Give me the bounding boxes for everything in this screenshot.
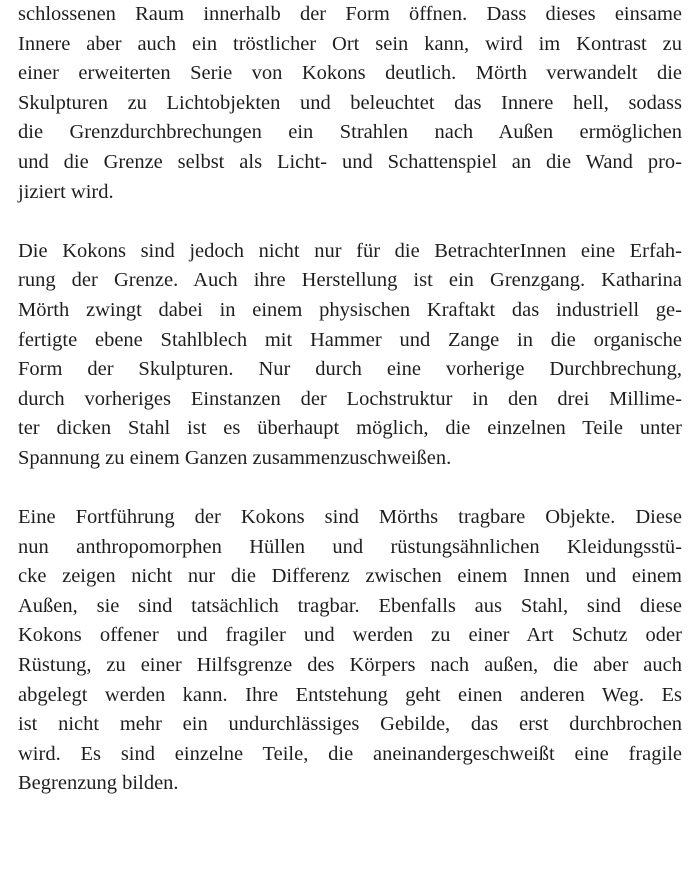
text-line: die Grenzdurchbrechungen ein Strahlen nach Außen ermöglichen xyxy=(18,121,682,144)
text-line: jiziert wird. xyxy=(18,180,114,203)
text-line: Begrenzung bilden. xyxy=(18,772,179,795)
text-line: abgelegt werden kann. Ihre Entstehung geht einen anderen Weg. Es xyxy=(18,683,682,706)
text-line: Spannung zu einem Ganzen zusammenzuschweißen. xyxy=(18,446,452,469)
text-line: cke zeigen nicht nur die Differenz zwischen einem Innen und einem xyxy=(18,565,682,588)
text-line: Innere aber auch ein tröstlicher Ort sein kann, wird im Kontrast zu xyxy=(18,32,682,55)
text-line: und die Grenze selbst als Licht- und Schattenspiel an die Wand pro- xyxy=(18,150,682,173)
text-line: Außen, sie sind tatsächlich tragbar. Ebenfalls aus Stahl, sind diese xyxy=(18,594,682,617)
text-line: Eine Fortführung der Kokons sind Mörths tragbare Objekte. Diese xyxy=(18,506,682,529)
paragraph-3 xyxy=(18,503,682,799)
text-line: fertigte ebene Stahlblech mit Hammer und Zange in die organische xyxy=(18,328,682,351)
text-line: ist nicht mehr ein undurchlässiges Gebilde, das erst durchbrochen xyxy=(18,713,682,736)
text-line: durch vorheriges Einstanzen der Lochstruktur in den drei Millime- xyxy=(18,387,682,410)
text-line: rung der Grenze. Auch ihre Herstellung ist ein Grenzgang. Katharina xyxy=(18,269,682,292)
text-line: nun anthropomorphen Hüllen und rüstungsähnlichen Kleidungsstü- xyxy=(18,535,682,558)
text-line: Kokons offener und fragiler und werden zu einer Art Schutz oder xyxy=(18,624,682,647)
paragraph-2 xyxy=(18,237,682,474)
text-line: wird. Es sind einzelne Teile, die aneinandergeschweißt eine fragile xyxy=(18,742,682,765)
text-line: Skulpturen zu Lichtobjekten und beleuchtet das Innere hell, sodass xyxy=(18,91,682,114)
paragraph-1 xyxy=(18,0,682,207)
text-line: Die Kokons sind jedoch nicht nur für die BetrachterInnen eine Erfah- xyxy=(18,239,682,262)
text-line: Mörth zwingt dabei in einem physischen Kraftakt das industriell ge- xyxy=(18,298,682,321)
text-line: ter dicken Stahl ist es überhaupt möglich, die einzelnen Teile unter xyxy=(18,417,682,440)
text-line: einer erweiterten Serie von Kokons deutlich. Mörth verwandelt die xyxy=(18,62,682,85)
text-line: Rüstung, zu einer Hilfsgrenze des Körpers nach außen, die aber auch xyxy=(18,654,682,677)
document-page xyxy=(18,0,682,799)
text-line: schlossenen Raum innerhalb der Form öffnen. Dass dieses einsame xyxy=(18,3,682,25)
text-line: Form der Skulpturen. Nur durch eine vorherige Durchbrechung, xyxy=(18,358,682,381)
